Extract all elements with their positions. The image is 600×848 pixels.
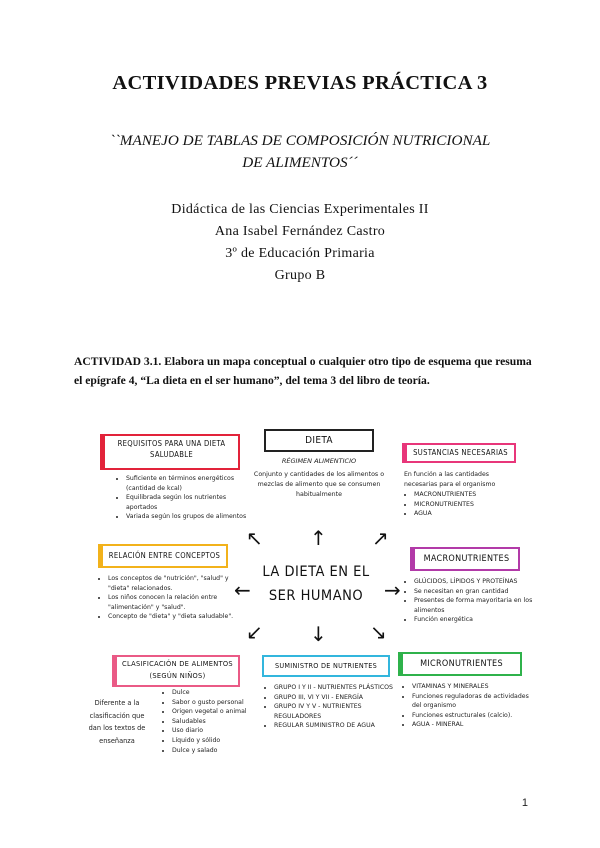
box-dieta xyxy=(264,429,374,452)
box-relacion xyxy=(98,544,228,568)
suministro-item: • REGULAR SUMINISTRO DE AGUA xyxy=(274,721,394,731)
center-title xyxy=(246,560,386,608)
clasificacion-side-text: Diferente a la clasificación que dan los textos de enseñanza xyxy=(88,699,146,745)
activity-statement xyxy=(74,352,534,390)
arrow-down-left-icon: ↙ xyxy=(246,620,263,644)
clasificacion-item: • Saludables xyxy=(172,717,256,727)
group-name: Grupo B xyxy=(274,268,326,283)
clasificacion-item: • Líquido y sólido xyxy=(172,736,256,746)
suministro-title: SUMINISTRO DE NUTRIENTES xyxy=(274,661,378,670)
sustancias-intro: En función a las cantidades necesarias para el organismo xyxy=(404,471,496,488)
dieta-subtitle: RÉGIMEN ALIMENTICIO xyxy=(281,457,357,465)
micro-list xyxy=(400,682,530,730)
sustancias-item: • MICRONUTRIENTES xyxy=(414,500,522,510)
arrow-up-icon: ↑ xyxy=(310,526,327,550)
box-requisitos xyxy=(100,434,240,470)
clasificacion-item: • Sabor o gusto personal xyxy=(172,698,256,708)
requisitos-item: • Variada según los grupos de alimentos xyxy=(126,512,254,522)
activity-label: ACTIVIDAD 3.1. xyxy=(74,355,162,368)
requisitos-item: • Equilibrada según los nutrientes aportados xyxy=(126,493,254,512)
relacion-list xyxy=(96,574,246,622)
micro-item: • VITAMINAS Y MINERALES xyxy=(412,682,530,692)
arrow-left-icon: ← xyxy=(234,578,251,602)
relacion-item: • Concepto de "dieta" y "dieta saludable". xyxy=(108,612,246,622)
box-macronutrientes xyxy=(410,547,520,571)
author-name: Ana Isabel Fernández Castro xyxy=(214,224,386,239)
suministro-item: • GRUPO IV Y V - NUTRIENTES REGULADORES xyxy=(274,702,394,721)
requisitos-list xyxy=(114,474,254,522)
course-name: Didáctica de las Ciencias Experimentales II xyxy=(171,202,429,217)
suministro-item: • GRUPO I Y II - NUTRIENTES PLÁSTICOS xyxy=(274,683,394,693)
suministro-item: • GRUPO III, VI Y VII - ENERGÍA xyxy=(274,693,394,703)
arrow-up-left-icon: ↖ xyxy=(246,526,263,550)
clasificacion-item: • Uso diario xyxy=(172,726,256,736)
sustancias-item: • AGUA xyxy=(414,509,522,519)
sustancias-title: SUSTANCIAS NECESARIAS xyxy=(413,448,508,457)
arrow-up-right-icon: ↗ xyxy=(372,526,389,550)
clasificacion-item: • Dulce y salado xyxy=(172,746,256,756)
clasificacion-title: CLASIFICACIÓN DE ALIMENTOS (SEGÚN NIÑOS) xyxy=(122,659,233,680)
education-level: 3º de Educación Primaria xyxy=(225,246,375,261)
clasificacion-item: • Origen vegetal o animal xyxy=(172,707,256,717)
subtitle-line-1: ``MANEJO DE TABLAS DE COMPOSICIÓN NUTRICIONAL xyxy=(109,132,491,149)
box-micronutrientes xyxy=(398,652,522,676)
macro-item: • Se necesitan en gran cantidad xyxy=(414,587,534,597)
sustancias-list xyxy=(402,490,522,519)
box-suministro xyxy=(262,655,390,677)
clasificacion-item: • Dulce xyxy=(172,688,256,698)
macro-item: • Función energética xyxy=(414,615,534,625)
arrow-right-icon: → xyxy=(384,578,401,602)
page-number: 1 xyxy=(521,797,528,809)
requisitos-title: REQUISITOS PARA UNA DIETA SALUDABLE xyxy=(117,439,226,459)
micro-title: MICRONUTRIENTES xyxy=(420,659,503,669)
box-clasificacion xyxy=(112,655,240,687)
macro-item: • Presentes de forma mayoritaria en los alimentos xyxy=(414,596,534,615)
requisitos-item: • Suficiente en términos energéticos (cantidad de kcal) xyxy=(126,474,254,493)
macro-item: • GLÚCIDOS, LÍPIDOS Y PROTEÍNAS xyxy=(414,577,534,587)
center-title-line-1: LA DIETA EN EL xyxy=(262,564,370,580)
arrow-down-right-icon: ↘ xyxy=(370,620,387,644)
dieta-title: DIETA xyxy=(305,435,333,446)
relacion-item: • Los conceptos de "nutrición", "salud" y "dieta" relacionados. xyxy=(108,574,246,593)
macro-list xyxy=(402,577,534,625)
subtitle xyxy=(60,130,540,174)
arrow-down-icon: ↓ xyxy=(310,622,327,646)
subtitle-line-2: DE ALIMENTOS´´ xyxy=(242,154,358,171)
macro-title: MACRONUTRIENTES xyxy=(423,554,510,564)
dieta-text: Conjunto y cantidades de los alimentos o mezclas de alimento que se consumen habitualmente xyxy=(253,471,385,498)
center-title-line-2: SER HUMANO xyxy=(268,588,364,604)
box-sustancias xyxy=(402,443,516,463)
micro-item: • AGUA - MINERAL xyxy=(412,720,530,730)
clasificacion-list xyxy=(160,688,256,755)
micro-item: • Funciones estructurales (calcio). xyxy=(412,711,530,721)
micro-item: • Funciones reguladoras de actividades del organismo xyxy=(412,692,530,711)
sustancias-item: • MACRONUTRIENTES xyxy=(414,490,522,500)
page-title: ACTIVIDADES PREVIAS PRÁCTICA 3 xyxy=(112,72,488,94)
suministro-list xyxy=(262,683,394,731)
activity-text: Elabora un mapa conceptual o cualquier otro tipo de esquema que resuma el epígrafe 4, “La dieta en el ser humano”, del tema 3 del libro de teoría. xyxy=(74,355,532,387)
relacion-item: • Los niños conocen la relación entre "alimentación" y "salud". xyxy=(108,593,246,612)
relacion-title: RELACIÓN ENTRE CONCEPTOS xyxy=(108,551,221,560)
